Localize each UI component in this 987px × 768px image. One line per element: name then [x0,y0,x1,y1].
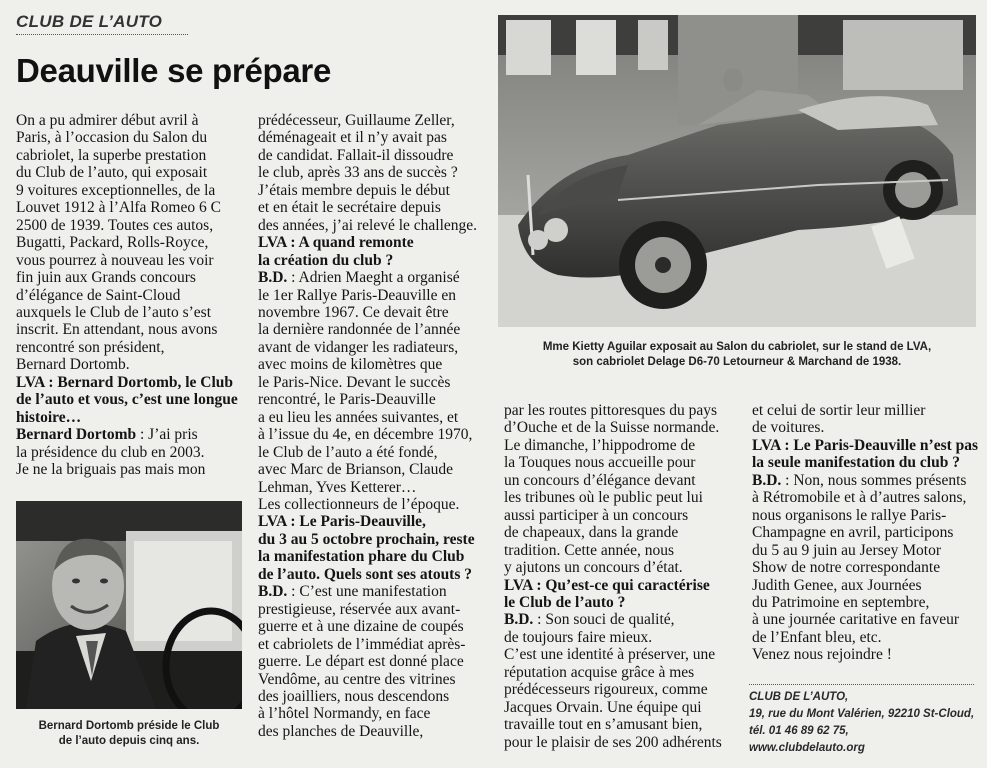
text-line-content: déménageait et il n’y avait pas [258,129,447,147]
text-line [16,461,241,478]
text-line [504,507,744,524]
text-line [752,489,980,506]
text-line-content: un concours d’élégance devant [504,471,696,489]
text-line-content: des joailliers, nous descendons [258,687,450,705]
portrait-caption [16,719,242,749]
text-line-content: du Patrimoine en septembre, [752,593,930,611]
text-line [752,419,980,436]
text-line [504,524,744,541]
text-line-content: de l’Enfant bleu, etc. [752,628,882,646]
text-line [752,646,980,663]
text-line [16,391,241,408]
text-line [752,577,980,594]
text-line-content: à l’hôtel Normandy, en face [258,705,431,723]
text-line-content: auxquels le Club de l’auto s’est [16,303,211,321]
text-line-content: Lehman, Yves Ketterer… [258,478,417,496]
text-line [504,472,744,489]
text-line [16,287,241,304]
text-line [504,594,744,611]
contact-line: tél. 01 46 89 62 75, [749,725,849,737]
text-line-tail: : Non, nous sommes présents [781,471,967,489]
text-line-content: C’est une identité à préserver, une [504,646,716,664]
text-line-content: travaille tout en s’amusant bien, [504,716,703,734]
text-line [752,542,980,559]
text-line [258,531,498,548]
text-line-content: des années, j’ai relevé le challenge. [258,216,478,234]
caption-line: son cabriolet Delage D6-70 Letourneur & Marchand de 1938. [572,356,902,368]
text-line-content: prédécesseurs rigoureux, comme [504,681,708,699]
text-line-content: de l’auto et vous, c’est une longue [16,391,238,409]
text-line [258,566,498,583]
text-line [752,402,980,419]
text-line-content: prédécesseur, Guillaume Zeller, [258,112,455,129]
text-line-content: Paris, à l’occasion du Salon du [16,129,208,147]
text-line-content: Louvet 1912 à l’Alfa Romeo 6 C [16,199,221,217]
text-line [752,611,980,628]
text-line [504,559,744,576]
text-line [258,199,498,216]
text-line [752,437,980,454]
text-line [258,129,498,146]
text-line [258,234,498,251]
text-line [16,164,241,181]
text-line-content: les tribunes où le public peut lui [504,489,703,507]
text-line [258,444,498,461]
text-line-content: Vendôme, au centre des vitrines [258,670,456,688]
article-column-3 [504,402,744,751]
text-line [258,217,498,234]
text-line-content: rencontré son président, [16,338,165,356]
text-line [258,548,498,565]
article-column-2 [258,112,498,740]
text-line-content: J’étais membre depuis le début [258,181,450,199]
text-line-content: cabriolet, la superbe prestation [16,146,207,164]
text-line-content: du 3 au 5 octobre prochain, reste [258,530,475,548]
text-line [16,129,241,146]
text-line [258,356,498,373]
text-line-content: avant de vidanger les radiateurs, [258,338,459,356]
club-contact-info [749,684,974,757]
text-line [16,147,241,164]
text-line-content: la présidence du club en 2003. [16,443,205,461]
text-line-tail: : C’est une manifestation [287,583,447,601]
text-line [258,426,498,443]
text-line-content: On a pu admirer début avril à [16,112,199,129]
portrait-photo [16,501,242,709]
text-line-content: Champagne en avril, participons [752,524,954,542]
text-line [258,182,498,199]
text-line-content: Les collectionneurs de l’époque. [258,495,460,513]
text-line [16,409,241,426]
text-line [752,559,980,576]
text-line [752,594,980,611]
text-line-content: guerre et à une dizaine de coupés [258,618,464,636]
text-line-content: de toujours faire mieux. [504,628,653,646]
text-line-content: du Club de l’auto, qui exposait [16,164,208,182]
text-line [16,112,241,129]
text-line-content: d’élégance de Saint-Cloud [16,286,181,304]
text-line-content: de chapeaux, dans la grande [504,524,679,542]
text-line-content: inscrit. En attendant, nous avons [16,321,218,339]
caption-line: Mme Kietty Aguilar exposait au Salon du cabriolet, sur le stand de LVA, [542,341,932,353]
text-line-content: B.D. [504,611,534,629]
text-line [16,321,241,338]
text-line-content: de l’auto. Quels sont ses atouts ? [258,565,473,583]
text-line [258,269,498,286]
delage-cabriolet-image [498,15,976,327]
text-line [504,734,744,751]
text-line [504,699,744,716]
text-line-content: du 5 au 9 juin au Jersey Motor [752,541,941,559]
text-line-content: Show de notre correspondante [752,559,941,577]
text-line [752,507,980,524]
text-line-content: tradition. Cette année, nous [504,541,675,559]
text-line [258,304,498,321]
text-line [258,321,498,338]
text-line [258,374,498,391]
text-line-content: à Rétromobile et à d’autres salons, [752,489,967,507]
text-line-content: y ajutons un concours d’état. [504,559,683,577]
text-line-content: des planches de Deauville, [258,722,424,740]
text-line [258,479,498,496]
text-line-content: fin juin aux Grands concours [16,269,196,287]
text-line-tail: : Son souci de qualité, [533,611,675,629]
text-line-content: aussi participer à un concours [504,506,689,524]
text-line-tail: : Adrien Maeght a organisé [287,269,460,287]
text-line [16,374,241,391]
text-line-content: rencontré, le Paris-Deauville [258,391,436,409]
text-line-content: et celui de sortir leur millier [752,402,926,419]
text-line [504,454,744,471]
text-line-content: 9 voitures exceptionnelles, de la [16,181,216,199]
text-line-content: le Paris-Nice. Devant le succès [258,373,451,391]
text-line-content: le Club de l’auto a été fondé, [258,443,438,461]
text-line [16,217,241,234]
text-line-content: Bugatti, Packard, Rolls-Royce, [16,234,209,252]
text-line-tail: : J’ai pris [136,426,198,444]
text-line [16,269,241,286]
text-line [504,611,744,628]
text-line-content: pour le plaisir de ses 200 adhérents [504,733,722,751]
text-line-content: guerre. Le départ est donné place [258,653,464,671]
text-line-content: la dernière randonnée de l’année [258,321,461,339]
section-kicker: CLUB DE L’AUTO [16,12,188,35]
caption-line: Bernard Dortomb préside le Club [38,720,220,732]
text-line-content: prestigieuse, réservée aux avant- [258,600,461,618]
text-line [504,681,744,698]
text-line-content: LVA : Le Paris-Deauville n’est pas [752,436,979,454]
portrait-image [16,501,242,709]
text-line-content: Jacques Orvain. Une équipe qui [504,698,702,716]
article-headline: Deauville se prépare [16,52,332,89]
text-line-content: a eu lieu les années suivantes, et [258,408,459,426]
text-line-content: à une journée caritative en faveur [752,611,959,629]
text-line [16,444,241,461]
text-line [16,339,241,356]
caption-line: de l’auto depuis cinq ans. [58,735,200,747]
text-line-content: Judith Genee, aux Journées [752,576,922,594]
text-line [258,461,498,478]
text-line [752,629,980,646]
text-line [504,419,744,436]
text-line-content: Venez nous rejoindre ! [752,646,892,664]
text-line-content: le 1er Rallye Paris-Deauville en [258,286,456,304]
text-line-content: le club, après 33 ans de succès ? [258,164,458,182]
text-line-content: avec Marc de Brianson, Claude [258,461,453,479]
car-photo [498,15,976,327]
text-line-content: Bernard Dortomb [16,426,137,444]
text-line [258,636,498,653]
text-line-content: par les routes pittoresques du pays [504,402,718,419]
contact-line: www.clubdelauto.org [749,742,865,754]
text-line [16,304,241,321]
text-line [16,199,241,216]
text-line-content: la seule manifestation du club ? [752,454,960,472]
text-line-content: Bernard Dortomb. [16,356,130,374]
text-line [16,252,241,269]
text-line-content: Je ne la briguais pas mais mon [16,461,206,479]
text-line [258,339,498,356]
text-line-content: LVA : A quand remonte [258,234,414,252]
text-line [258,409,498,426]
text-line [16,182,241,199]
text-line [504,664,744,681]
text-line-content: LVA : Qu’est-ce qui caractérise [504,576,710,594]
text-line [258,653,498,670]
article-column-4 [752,402,980,664]
text-line [504,542,744,559]
text-line [752,472,980,489]
text-line [258,287,498,304]
text-line [752,524,980,541]
text-line [16,426,241,443]
text-line [504,437,744,454]
text-line-content: à l’issue du 4e, en décembre 1970, [258,426,473,444]
text-line [258,688,498,705]
text-line-content: et cabriolets de l’immédiat après- [258,635,466,653]
text-line-content: de voitures. [752,419,825,437]
contact-line: CLUB DE L’AUTO, [749,691,849,703]
text-line [258,671,498,688]
text-line [504,646,744,663]
text-line-content: novembre 1967. Ce devait être [258,303,449,321]
text-line-content: la Touques nous accueille pour [504,454,696,472]
text-line-content: 2500 de 1939. Toutes ces autos, [16,216,214,234]
text-line-content: histoire… [16,408,82,426]
contact-line: 19, rue du Mont Valérien, 92210 St-Cloud, [749,708,975,720]
text-line [504,577,744,594]
text-line [258,147,498,164]
text-line-content: la création du club ? [258,251,394,269]
text-line-content: LVA : Le Paris-Deauville, [258,513,426,531]
text-line-content: et en était le secrétaire depuis [258,199,441,217]
text-line-content: la manifestation phare du Club [258,548,465,566]
text-line [16,356,241,373]
text-line [258,513,498,530]
text-line [258,391,498,408]
text-line [258,723,498,740]
text-line-content: de candidat. Fallait-il dissoudre [258,146,454,164]
text-line [258,618,498,635]
text-line [258,164,498,181]
car-caption [498,340,976,370]
text-line [258,252,498,269]
text-line [258,112,498,129]
text-line-content: B.D. [258,583,288,601]
text-line [504,402,744,419]
text-line-content: le Club de l’auto ? [504,593,626,611]
text-line [752,454,980,471]
text-line-content: B.D. [752,471,782,489]
text-line-content: avec moins de kilomètres que [258,356,443,374]
text-line [258,496,498,513]
text-line [16,234,241,251]
text-line [258,601,498,618]
text-line-content: nous organisons le rallye Paris- [752,506,947,524]
article-column-1 [16,112,241,479]
text-line [504,629,744,646]
text-line-content: vous pourrez à nouveau les voir [16,251,214,269]
text-line-content: réputation acquise grâce à mes [504,663,695,681]
text-line [504,489,744,506]
text-line-content: LVA : Bernard Dortomb, le Club [16,373,234,391]
text-line [504,716,744,733]
text-line-content: B.D. [258,269,288,287]
text-line-content: d’Ouche et de la Suisse normande. [504,419,720,437]
text-line [258,583,498,600]
text-line-content: Le dimanche, l’hippodrome de [504,436,696,454]
text-line [258,705,498,722]
